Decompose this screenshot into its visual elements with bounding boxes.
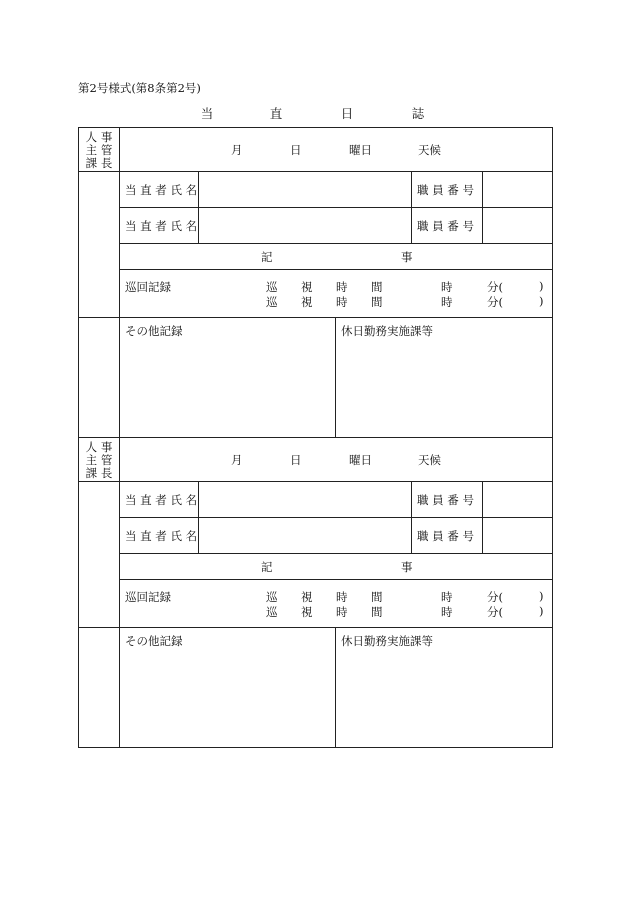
title-char: 誌 — [411, 106, 425, 121]
weather-label: 天候 — [418, 143, 441, 157]
record-header-ji: 事 — [401, 560, 413, 574]
officer-name-label: 当 直 者 氏 名 — [125, 493, 198, 507]
table-rule — [78, 437, 552, 438]
patrol-char: 視 — [301, 590, 313, 604]
other-records-field[interactable] — [120, 649, 334, 746]
officer-name-label: 当 直 者 氏 名 — [125, 183, 198, 197]
title-char: 日 — [340, 106, 354, 121]
document-title — [0, 104, 630, 120]
patrol-char: 視 — [301, 605, 313, 619]
day-label: 日 — [290, 453, 302, 467]
diary-entry-1 — [78, 127, 552, 437]
paren-close: ) — [539, 294, 544, 308]
form-number: 第2号様式(第8条第2号) — [78, 81, 201, 95]
stamp-label-kacho: 課 長 — [85, 156, 113, 170]
title-char: 当 — [200, 106, 214, 121]
table-rule — [119, 269, 552, 270]
patrol-char: 間 — [371, 590, 383, 604]
officer-name-field[interactable] — [199, 208, 411, 243]
stamp-label-kacho: 課 長 — [85, 466, 113, 480]
patrol-char: 間 — [371, 605, 383, 619]
table-rule — [411, 171, 412, 243]
minute-label: 分( — [487, 280, 503, 294]
paren-close: ) — [539, 589, 544, 603]
patrol-char: 巡 — [266, 280, 278, 294]
patrol-char: 視 — [301, 280, 313, 294]
paren-close: ) — [539, 279, 544, 293]
day-label: 日 — [290, 143, 302, 157]
employee-number-label: 職 員 番 号 — [417, 183, 474, 197]
stamp-label-shukan: 主 管 — [85, 143, 113, 157]
minute-label: 分( — [487, 605, 503, 619]
record-header-ki: 記 — [261, 250, 273, 264]
other-records-label: その他記録 — [125, 324, 183, 338]
weekday-label: 曜日 — [349, 143, 372, 157]
officer-name-label: 当 直 者 氏 名 — [125, 219, 198, 233]
patrol-char: 巡 — [266, 295, 278, 309]
patrol-char: 時 — [336, 605, 348, 619]
holiday-work-field[interactable] — [336, 339, 551, 436]
table-rule — [411, 481, 412, 553]
table-rule — [78, 127, 552, 128]
stamp-label-shukan: 主 管 — [85, 453, 113, 467]
officer-name-field[interactable] — [199, 518, 411, 553]
hour-label: 時 — [441, 590, 453, 604]
patrol-char: 巡 — [266, 605, 278, 619]
employee-number-field[interactable] — [483, 518, 552, 553]
table-rule — [552, 127, 553, 438]
patrol-char: 視 — [301, 295, 313, 309]
table-rule — [119, 553, 552, 554]
minute-label: 分( — [487, 295, 503, 309]
table-rule — [78, 317, 552, 318]
title-char: 直 — [269, 106, 283, 121]
employee-number-label: 職 員 番 号 — [417, 529, 474, 543]
month-label: 月 — [231, 143, 243, 157]
table-rule — [78, 127, 79, 438]
patrol-record-label: 巡回記録 — [125, 280, 171, 294]
record-header-ji: 事 — [401, 250, 413, 264]
patrol-char: 巡 — [266, 590, 278, 604]
record-header-ki: 記 — [261, 560, 273, 574]
other-records-field[interactable] — [120, 339, 334, 436]
table-rule — [78, 747, 552, 748]
table-rule — [552, 437, 553, 748]
stamp-label-jinji: 人 事 — [85, 130, 113, 144]
employee-number-label: 職 員 番 号 — [417, 493, 474, 507]
patrol-char: 時 — [336, 295, 348, 309]
patrol-char: 間 — [371, 280, 383, 294]
patrol-record-label: 巡回記録 — [125, 590, 171, 604]
officer-name-label: 当 直 者 氏 名 — [125, 529, 198, 543]
hour-label: 時 — [441, 295, 453, 309]
month-label: 月 — [231, 453, 243, 467]
hour-label: 時 — [441, 280, 453, 294]
holiday-work-label: 休日勤務実施課等 — [341, 324, 433, 338]
other-records-label: その他記録 — [125, 634, 183, 648]
diary-entry-2 — [78, 437, 552, 747]
patrol-char: 時 — [336, 590, 348, 604]
patrol-char: 時 — [336, 280, 348, 294]
paren-close: ) — [539, 604, 544, 618]
weekday-label: 曜日 — [349, 453, 372, 467]
table-rule — [78, 437, 79, 748]
table-rule — [78, 627, 552, 628]
table-rule — [119, 243, 552, 244]
employee-number-field[interactable] — [483, 482, 552, 517]
officer-name-field[interactable] — [199, 172, 411, 207]
employee-number-label: 職 員 番 号 — [417, 219, 474, 233]
officer-name-field[interactable] — [199, 482, 411, 517]
employee-number-field[interactable] — [483, 208, 552, 243]
stamp-label-jinji: 人 事 — [85, 440, 113, 454]
holiday-work-label: 休日勤務実施課等 — [341, 634, 433, 648]
holiday-work-field[interactable] — [336, 649, 551, 746]
weather-label: 天候 — [418, 453, 441, 467]
patrol-char: 間 — [371, 295, 383, 309]
hour-label: 時 — [441, 605, 453, 619]
table-rule — [119, 579, 552, 580]
minute-label: 分( — [487, 590, 503, 604]
employee-number-field[interactable] — [483, 172, 552, 207]
